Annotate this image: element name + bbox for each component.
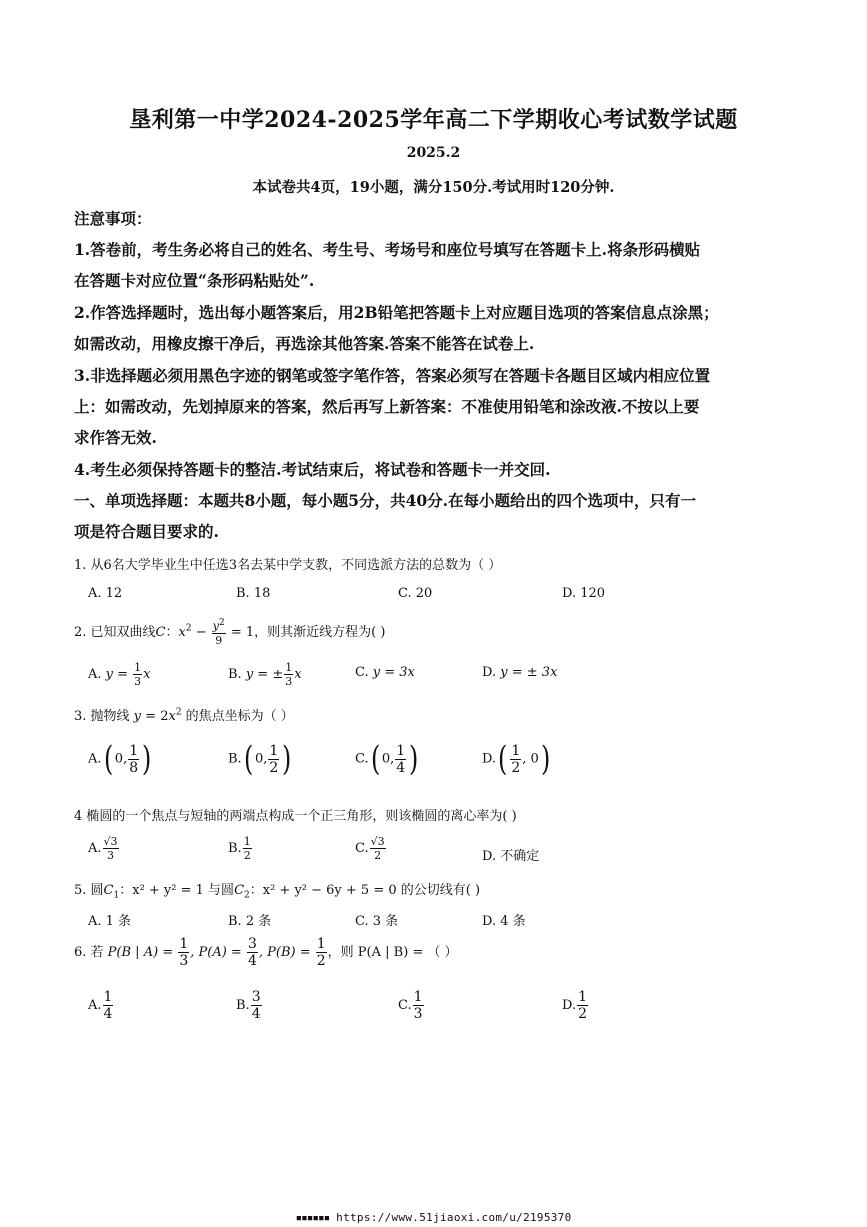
- q5-option-a: A. 1 条: [88, 914, 132, 929]
- exam-date: 2025.2: [406, 145, 461, 161]
- q5-option-c: C. 3 条: [355, 914, 399, 929]
- note-3-line-1: 3.非选择题必须用黑色字迹的钢笔或签字笔作答，答案必须写在答题卡各题目区域内相应位置: [74, 366, 711, 385]
- page-footer: [0, 1211, 867, 1224]
- q3-option-c: C.( 0, $\frac{1}{4}$ ): [355, 739, 419, 779]
- q2-option-a: A. y = $\frac{1}{3}$ x: [88, 661, 151, 688]
- q6-option-c: C. $\frac{1}{3}$: [398, 989, 423, 1022]
- q6-option-a: A. $\frac{1}{4}$: [88, 989, 113, 1022]
- footer-url[interactable]: https://www.51jiaoxi.com/u/2195370: [336, 1211, 572, 1224]
- q3-stem: 3. 抛物线 $y = 2x^2$ 的焦点坐标为（ ）: [74, 707, 294, 724]
- q6-option-b: B. $\frac{3}{4}$: [236, 989, 261, 1022]
- q4-option-a: A. $\frac{√3}{3}$: [88, 835, 118, 862]
- q1-option-d: D. 120: [562, 586, 606, 601]
- q6-option-d: D. $\frac{1}{2}$: [562, 989, 588, 1022]
- exam-intro: 本试卷共4页，19小题，满分150分.考试用时120分钟.: [252, 179, 615, 196]
- q2-stem: 2. 已知双曲线C：$x^2$ − $\frac{y^2}{9}$ = 1，则其渐近线方程为( ): [74, 618, 386, 647]
- note-4: 4.考生必须保持答题卡的整洁.考试结束后，将试卷和答题卡一并交回.: [74, 460, 551, 479]
- q4-option-d: D. 不确定: [482, 849, 540, 864]
- section-1-line-1: 一、单项选择题：本题共8小题，每小题5分，共40分.在每小题给出的四个选项中，只有一: [74, 491, 697, 510]
- q2-option-d: D. y = ± 3x: [482, 665, 558, 680]
- q4-option-b: B. $\frac{1}{2}$: [228, 835, 251, 862]
- q5-stem: 5. 圆$C_1$：x² + y² = 1 与圆$C_2$：x² + y² − 6y + 5 = 0 的公切线有( ): [74, 883, 481, 901]
- page-title: 垦利第一中学2024-2025学年高二下学期收心考试数学试题: [129, 107, 738, 133]
- q3-option-b: B.( 0, $\frac{1}{2}$ ): [228, 739, 292, 779]
- note-3-line-2: 上：如需改动，先划掉原来的答案，然后再写上新答案：不准使用铅笔和涂改液.不按以上要: [74, 397, 700, 416]
- q2-option-b: B. y = ± $\frac{1}{3}$ x: [228, 661, 302, 688]
- q4-stem: 4 椭圆的一个焦点与短轴的两端点构成一个正三角形，则该椭圆的离心率为( ): [74, 809, 517, 824]
- q2-option-c: C. y = 3x: [355, 665, 415, 680]
- notes-heading: 注意事项：: [74, 209, 152, 228]
- q3-option-d: D.( $\frac{1}{2}$ , 0): [482, 739, 551, 779]
- q5-option-b: B. 2 条: [228, 914, 272, 929]
- q5-option-d: D. 4 条: [482, 914, 526, 929]
- q1-option-a: A. 12: [88, 586, 123, 601]
- note-1-line-1: 1.答卷前，考生务必将自己的姓名、考生号、考场号和座位号填写在答题卡上.将条形码横贴: [74, 240, 701, 259]
- q1-stem: 1. 从6名大学毕业生中任选3名去某中学支教，不同选派方法的总数为（ ）: [74, 558, 502, 573]
- q1-option-b: B. 18: [236, 586, 271, 601]
- note-1-line-2: 在答题卡对应位置“条形码粘贴处”.: [74, 271, 315, 290]
- q1-option-c: C. 20: [398, 586, 433, 601]
- note-2-line-2: 如需改动，用橡皮擦干净后，再选涂其他答案.答案不能答在试卷上.: [74, 334, 535, 353]
- watermark-mark: ▪▪▪▪▪▪: [295, 1211, 330, 1224]
- section-1-line-2: 项是符合题目要求的.: [74, 522, 219, 541]
- note-3-line-3: 求作答无效.: [74, 428, 157, 447]
- q3-option-a: A.( 0, $\frac{1}{8}$ ): [88, 739, 152, 779]
- q4-option-c: C. $\frac{√3}{2}$: [355, 835, 385, 862]
- note-2-line-1: 2.作答选择题时，选出每小题答案后，用2B铅笔把答题卡上对应题目选项的答案信息点涂黑；: [74, 303, 719, 322]
- q6-stem: 6. 若 P(B | A) = $\frac{1}{3}$ , P(A) = $\frac{3}{4}$ , P(B) = $\frac{1}{2}$ ，则 P(A | B) = （ ）: [74, 936, 458, 969]
